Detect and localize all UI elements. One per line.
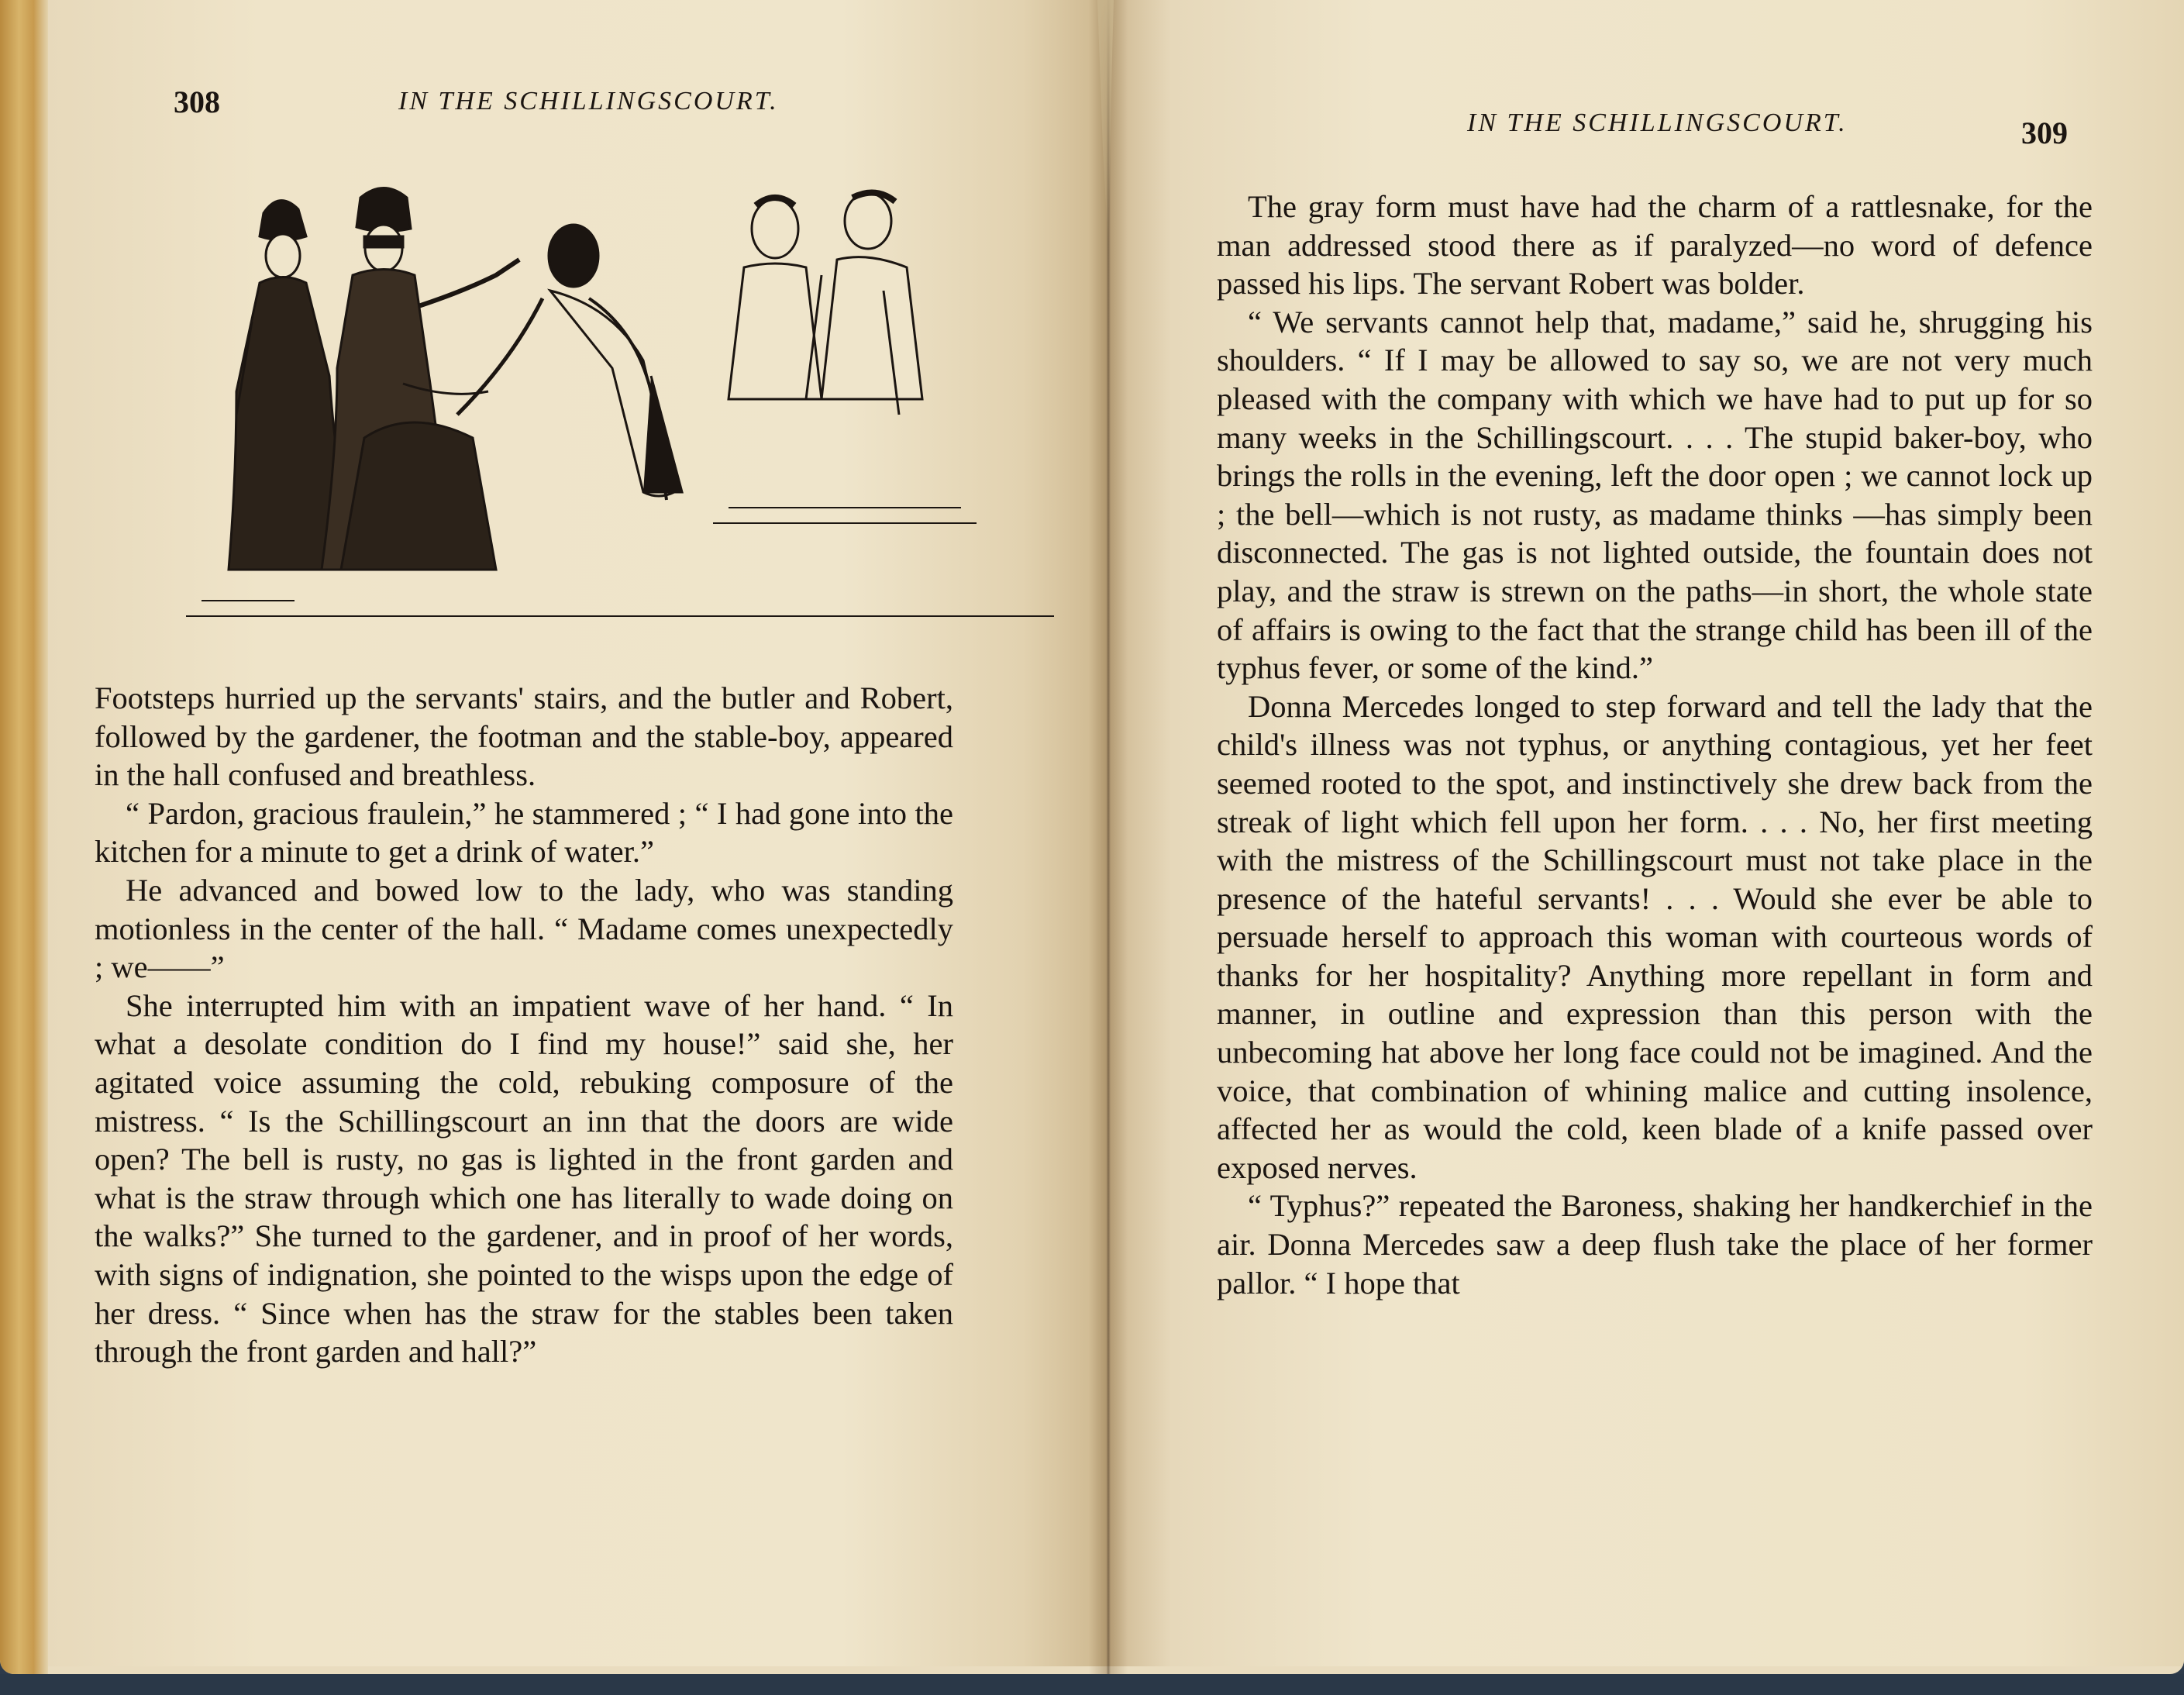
right-page	[1107, 0, 2184, 1666]
left-page-text	[95, 679, 953, 1371]
left-page	[48, 0, 1107, 1666]
paragraph: “ Typhus?” repeated the Baroness, shaking her handkerchief in the air. Donna Mercedes saw a deep flush take the place of her former pallor. “ I hope that	[1217, 1188, 2093, 1301]
paragraph: Footsteps hurried up the servants' stairs, and the butler and Robert, followed by the gardener, the footman and the stable-boy, appeared in the hall confused and breathless.	[95, 680, 953, 793]
running-head-right: IN THE SCHILLINGSCOURT.	[1467, 109, 1848, 137]
book-gutter	[1089, 0, 1128, 1674]
background-surface	[0, 1674, 2184, 1695]
paragraph: The gray form must have had the charm of a rattlesnake, for the man addressed stood there as if paralyzed—no word of defence passed his lips. The servant Robert was bolder.	[1217, 189, 2093, 301]
paragraph: “ We servants cannot help that, madame,” said he, shrugging his shoulders. “ If I may be allowed to say so, we are not very much pleased with the company with which we have had to put up for so many weeks in the Schillingscourt. . . . The stupid baker-boy, who brings the rolls in the evening, left the door open ; we cannot lock up ; the bell—which is not rusty, as madame thinks —has simply been disconnected. The gas is not lighted outside, the fountain does not play, and the straw is strewn on the paths—in short, the whole state of affairs is owing to the fact that the strange child has been ill of the typhus fever, or some of the kind.”	[1217, 304, 2093, 686]
page-edges	[0, 0, 48, 1674]
paragraph: He advanced and bowed low to the lady, who was standing motionless in the center of the hall. “ Madame comes unexpectedly ; we——”	[95, 872, 953, 985]
paragraph: Donna Mercedes longed to step forward and tell the lady that the child's illness was not typhus, or anything contagious, yet her feet seemed rooted to the spot, and instinctively she drew back from the streak of light which fell upon her form. . . . No, her first meeting with the mistress of the Schillingscourt must not take place in the presence of the hateful servants! . . . Would she ever be able to persuade herself to approach this woman with courteous words of thanks for her hospitality? Anything more repellant in form and manner, in outline and expression than this person with the unbecoming hat above her long face could not be imagined. And the voice, that combination of whining malice and cutting insolence, affected her as would the cold, keen blade of a knife passed over exposed nerves.	[1217, 688, 2093, 1185]
page-number-right: 309	[2021, 115, 2068, 150]
right-page-text	[1217, 188, 2093, 1302]
paragraph: She interrupted him with an impatient wave of her hand. “ In what a desolate condition do I find my house!” said she, her agitated voice assuming the cold, rebuking composure of the mistress. “ Is the Schillingscourt an inn that the doors are wide open? The bell is rusty, no gas is lighted in the front garden and what is the straw through which one has literally to wade doing on the walks?” She turned to the gardener, and in proof of her words, with signs of indignation, she pointed to the wisps upon the edge of her dress. “ Since when has the straw for the stables been taken through the front garden and hall?”	[95, 987, 953, 1369]
illustration	[186, 182, 1054, 639]
paragraph: “ Pardon, gracious fraulein,” he stammered ; “ I had gone into the kitchen for a minute to get a drink of water.”	[95, 795, 953, 870]
page-number-left: 308	[174, 84, 220, 119]
running-head-left: IN THE SCHILLINGSCOURT.	[398, 87, 779, 115]
